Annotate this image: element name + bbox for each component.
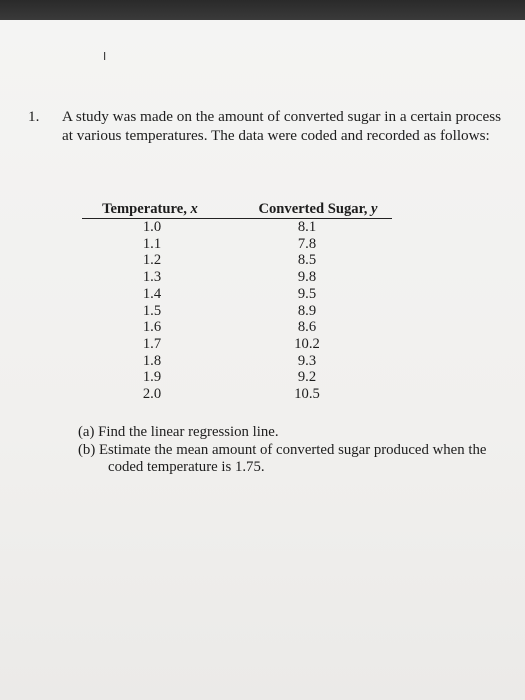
- table-row: [82, 369, 392, 386]
- temperature-cell: 1.0: [142, 219, 162, 235]
- temperature-cell: 1.6: [142, 319, 162, 336]
- sugar-cell: 10.2: [294, 335, 320, 352]
- question-parts: [78, 424, 498, 477]
- table-row: [82, 336, 392, 353]
- temperature-cell: 1.8: [142, 352, 162, 369]
- part-b: (b) Estimate the mean amount of converted sugar produced when the coded temperature is 1.75.: [78, 441, 487, 475]
- sugar-cell: 7.8: [297, 235, 317, 252]
- temperature-cell: 1.1: [142, 235, 162, 252]
- problem-number: 1.: [28, 108, 40, 125]
- sugar-cell: 9.2: [297, 369, 317, 386]
- table-row: [82, 353, 392, 370]
- table-row: [82, 252, 392, 269]
- table-row: [82, 219, 392, 236]
- part-a: (a) Find the linear regression line.: [78, 424, 279, 440]
- header-y-symbol: y: [371, 201, 378, 217]
- table-row: [82, 386, 392, 403]
- header-sugar-label: Converted Sugar,: [258, 201, 368, 217]
- document-page: [0, 20, 525, 700]
- sugar-cell: 8.6: [297, 319, 317, 336]
- temperature-cell: 1.3: [142, 269, 162, 286]
- header-temperature: [82, 200, 222, 219]
- sugar-cell: 8.5: [297, 252, 317, 269]
- table-header-row: [82, 200, 392, 219]
- temperature-cell: 1.9: [142, 369, 162, 386]
- monitor-bezel: [0, 0, 525, 20]
- table-row: [82, 269, 392, 286]
- problem-statement: A study was made on the amount of converted sugar in a certain process at various temperatures. The data were coded and recorded as follows:: [62, 108, 502, 144]
- sugar-cell: 8.1: [297, 219, 317, 235]
- header-temperature-label: Temperature,: [102, 201, 187, 217]
- table-row: [82, 319, 392, 336]
- temperature-cell: 2.0: [142, 386, 162, 403]
- temperature-cell: 1.5: [142, 302, 162, 319]
- header-x-symbol: x: [190, 201, 198, 217]
- data-table: [82, 200, 392, 403]
- sugar-cell: 8.9: [297, 302, 317, 319]
- sugar-cell: 9.3: [297, 352, 317, 369]
- table-row: [82, 303, 392, 320]
- temperature-cell: 1.2: [142, 252, 162, 269]
- table-row: [82, 236, 392, 253]
- sugar-cell: 9.5: [297, 285, 317, 302]
- text-cursor-icon: I: [103, 50, 107, 63]
- temperature-cell: 1.7: [142, 335, 162, 352]
- sugar-cell: 9.8: [297, 269, 317, 286]
- header-converted-sugar: [222, 200, 392, 219]
- temperature-cell: 1.4: [142, 285, 162, 302]
- table-row: [82, 286, 392, 303]
- sugar-cell: 10.5: [294, 386, 320, 403]
